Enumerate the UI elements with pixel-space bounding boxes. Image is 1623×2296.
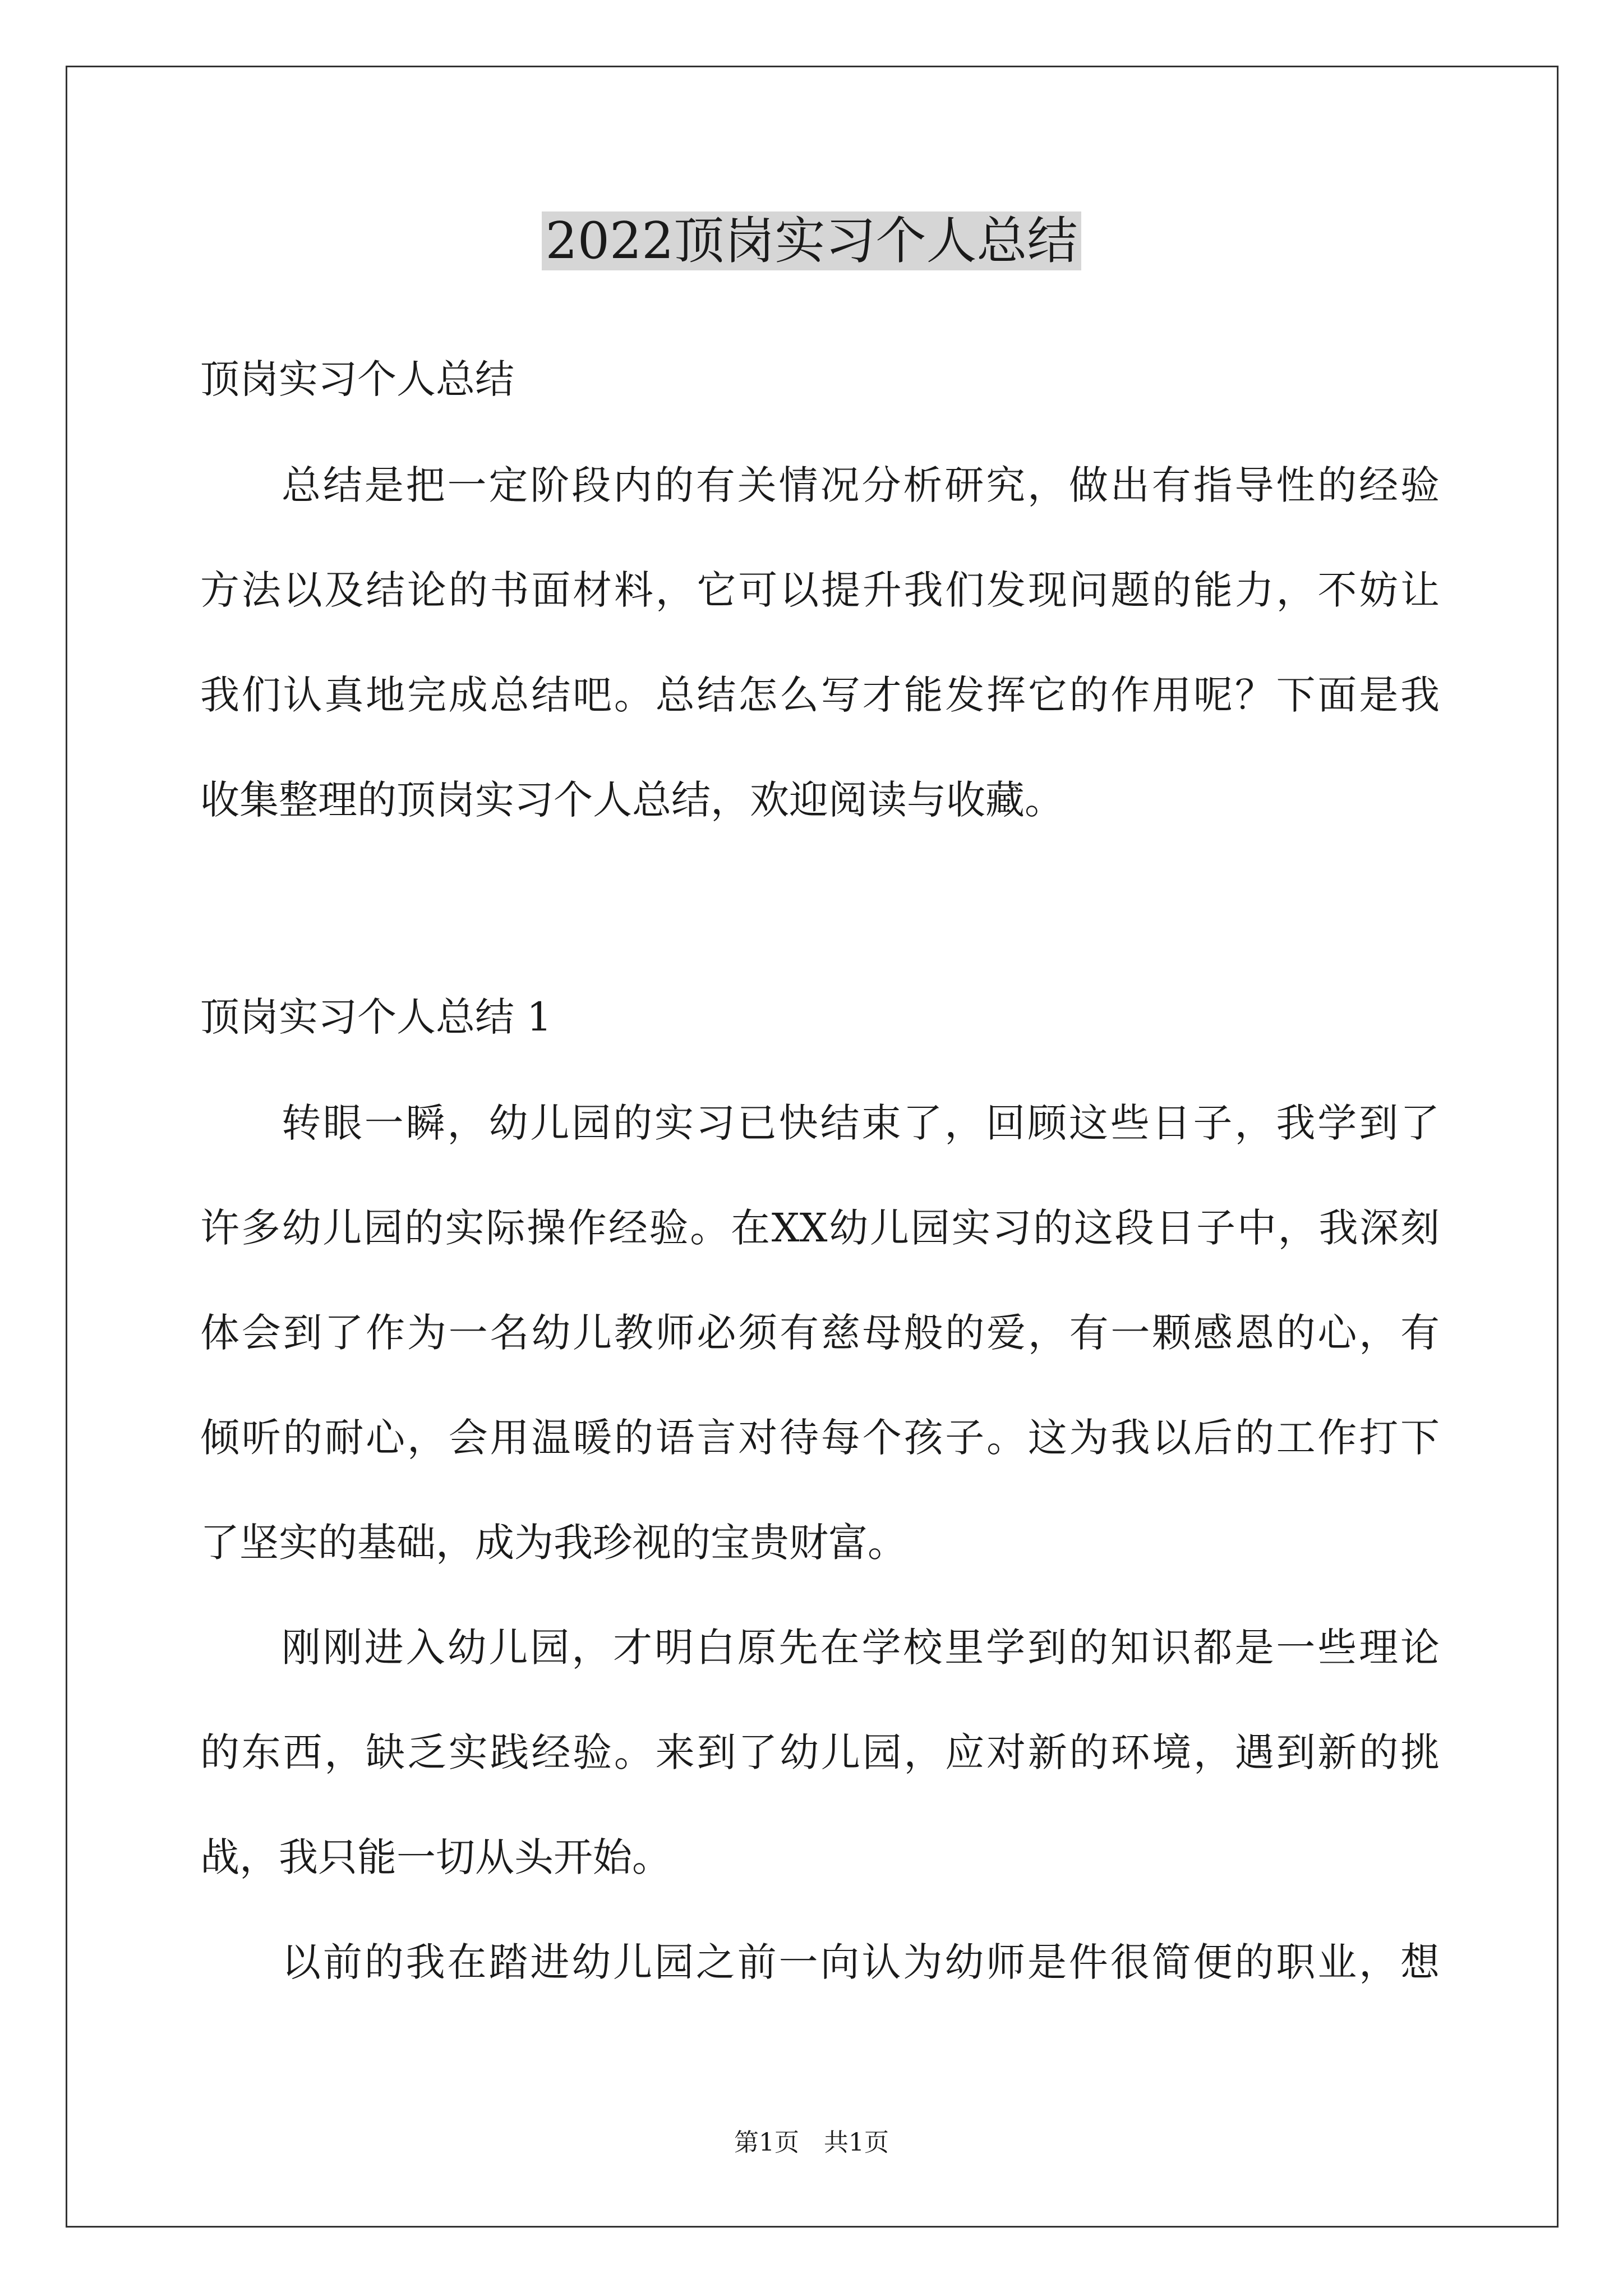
paragraph-line: 许多幼儿园的实际操作经验。在XX幼儿园实习的这段日子中，我深刻 [200, 1205, 1440, 1251]
paragraph-line: 的东西，缺乏实践经验。来到了幼儿园，应对新的环境，遇到新的挑 [200, 1729, 1440, 1775]
paragraph-line: 战，我只能一切从头开始。 [200, 1834, 671, 1880]
paragraph-line: 以前的我在踏进幼儿园之前一向认为幼师是件很简便的职业，想 [282, 1939, 1440, 1985]
intro-line: 收集整理的顶岗实习个人总结，欢迎阅读与收藏。 [200, 777, 1064, 823]
document-title-text: 2022顶岗实习个人总结 [542, 211, 1081, 270]
page-footer: 第1页 共1页 [734, 2128, 889, 2157]
paragraph-line: 刚刚进入幼儿园，才明白原先在学校里学到的知识都是一些理论 [282, 1625, 1440, 1671]
document-title [0, 199, 1623, 283]
paragraph-line: 转眼一瞬，幼儿园的实习已快结束了，回顾这些日子，我学到了 [282, 1100, 1440, 1146]
paragraph-line: 倾听的耐心，会用温暖的语言对待每个孩子。这为我以后的工作打下 [200, 1415, 1440, 1461]
paragraph-line: 了坚实的基础，成为我珍视的宝贵财富。 [200, 1520, 907, 1566]
section-heading: 顶岗实习个人总结 1 [200, 994, 552, 1040]
intro-line: 我们认真地完成总结吧。总结怎么写才能发挥它的作用呢？下面是我 [200, 672, 1440, 718]
intro-line: 方法以及结论的书面材料，它可以提升我们发现问题的能力，不妨让 [200, 567, 1440, 613]
intro-heading: 顶岗实习个人总结 [200, 356, 514, 402]
paragraph-line: 体会到了作为一名幼儿教师必须有慈母般的爱，有一颗感恩的心，有 [200, 1310, 1440, 1356]
intro-line: 总结是把一定阶段内的有关情况分析研究，做出有指导性的经验 [282, 462, 1440, 508]
